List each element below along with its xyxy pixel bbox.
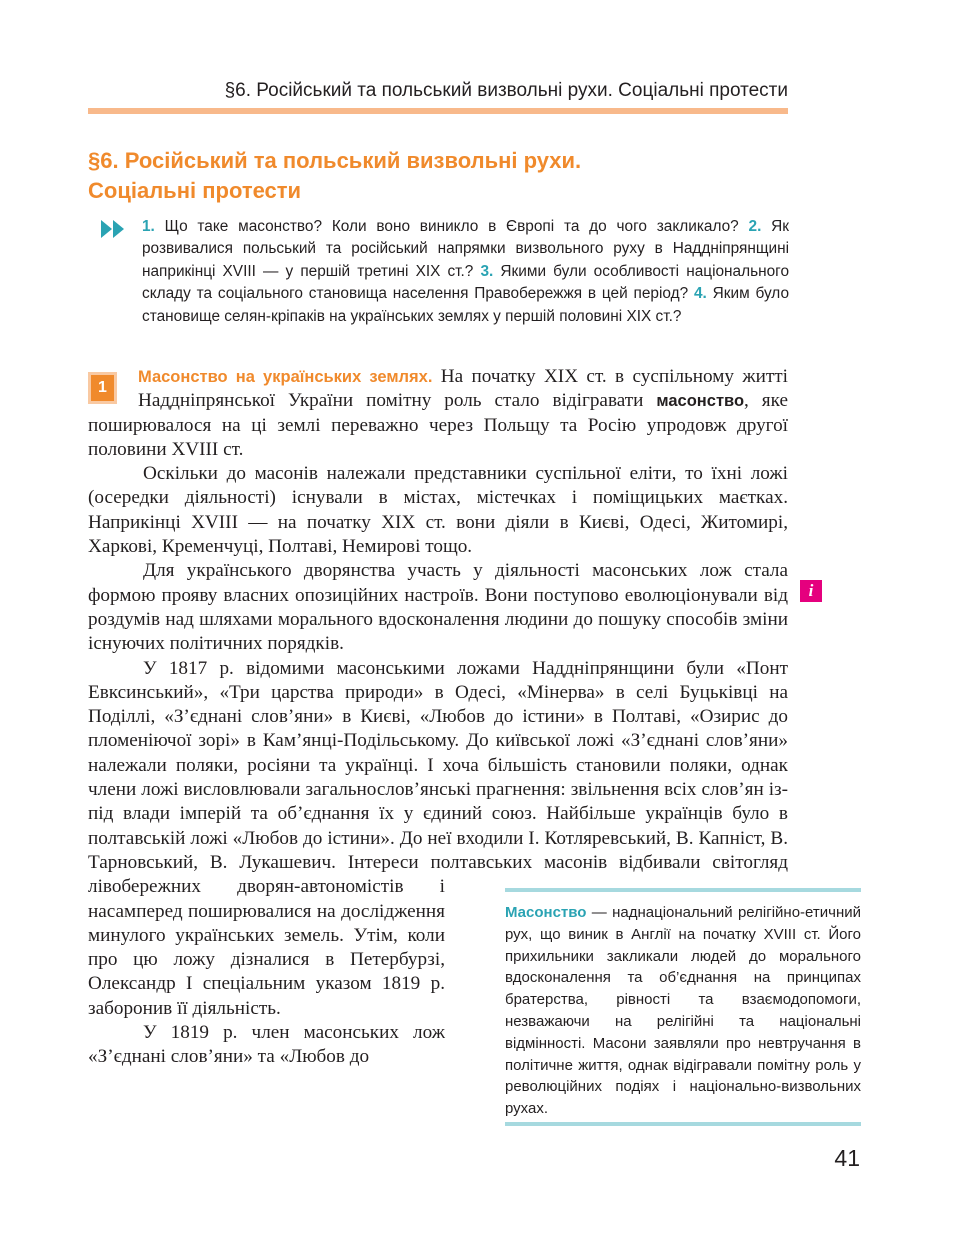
question-number: 2.: [748, 218, 762, 235]
paragraph: Оскільки до масонів належали представники суспільної еліти, то їхні ложі (осередки діяльності) існували в містах, містечках і поміщицьких маєтках. Наприкінці XVIII — на початку XIX ст. вони діяли в Києві, Одесі, Житомирі, Харкові, Кременчуці, Полтаві, Немирові тощо.: [88, 463, 788, 558]
page-number: 41: [834, 1145, 860, 1171]
question-text: Як розвивалися польський та російський напрямки визвольного руху в Наддніпрянщині наприкінці XVIII — у першій третині XIX ст.?: [142, 218, 789, 280]
page-title-line-2: Соціальні протести: [88, 178, 302, 203]
review-questions: [142, 216, 789, 328]
paragraph: Масонство на українських землях. На початку XIX ст. в суспільному житті Наддніпрянської України помітну роль стало відігравати масонство, яке поширювалося на ці землі переважно через Польщу та Росію упродовж другої половини XVIII ст.: [88, 366, 788, 460]
term-highlight: масонство: [656, 392, 745, 411]
section-number: 1: [91, 375, 114, 401]
paragraph: У 1817 р. відомими масонськими ложами Наддніпрянщини були «Понт Евксинський», «Три царства природи» в Одесі, «Мінерва» в селі Буцьківці на Поділлі, «З’єднані слов’яни» в Києві, «Любов до істини» в Полтаві, «Озирис до пломеніючої зорі» в Кам’янці-Подільському. До київської ложі «З’єднані слов’яни» належали поляки, росіяни та українці. І хоча більшість становили поляки, однак члени ложі висловлювали загальнослов’янські прагнення: звільнення всіх слов’ян із-під влади імперій та об’єднання їх у єдиний союз. Найбільше українців було в полтавській ложі «Любов до істини». До неї входили І. Котляревський, В. Капніст, В. Тарновський, В. Лукашевич. Інтереси полтавських масонів відбивали світогляд лівобережних дворян-автономістів і насамперед поширювалися на дослідження минулого українських земель. Утім, коли про цю ложу дізналися в Петербурзі, Олександр I спеціальним указом 1819 р. заборонив її діяльність.: [88, 657, 788, 1019]
question-number: 4.: [693, 285, 707, 303]
running-header: §6. Російський та польський визвольні рухи. Соціальні протести: [224, 80, 788, 101]
definition-term: Масонство: [505, 904, 587, 921]
question-text: Якими були особливості національного складу та соціального становища населення Правобережжя в цей період?: [142, 262, 789, 303]
definition-box: [505, 888, 861, 1126]
paragraph: Для українського дворянства участь у діяльності масонських лож стала формою прояву власних опозиційних настроїв. Вони поступово еволюціонували від роздумів над шляхами морального вдосконалення людини до пошуку способів зміни існуючих політичних порядків.: [88, 560, 788, 655]
section-heading: Масонство на українських землях.: [138, 368, 433, 386]
question-number: 3.: [480, 262, 494, 280]
page-title-line-1: §6. Російський та польський визвольні рухи.: [88, 148, 582, 173]
double-arrow-right-icon: [101, 220, 125, 238]
question-text: Що таке масонство? Коли воно виникло в Європі та до чого закликало?: [154, 218, 749, 235]
question-text: Яким було становище селян-кріпаків на українських землях у першій половині XIX ст.?: [142, 285, 790, 325]
page-title: [88, 146, 788, 206]
paragraph: У 1819 р. член масонських лож «З’єднані слов’яни» та «Любов до: [88, 1022, 445, 1068]
info-icon[interactable]: i: [800, 580, 822, 602]
header-divider: [88, 108, 788, 114]
question-number: 1.: [142, 218, 155, 235]
definition-text: Масонство — наднаціональний релігійно-етичний рух, що виник в Англії на початку XVIII ст. Його прихильники закликали людей до морального вдосконалення та об’єднання на принципах братерства, рівності та взаємодопомоги, незважаючи на релігійні та національні відмінності. Масони заявляли про невтручання в політичне життя, однак відігравали помітну роль у революційних подіях і національно-визвольних рухах.: [505, 904, 861, 1118]
